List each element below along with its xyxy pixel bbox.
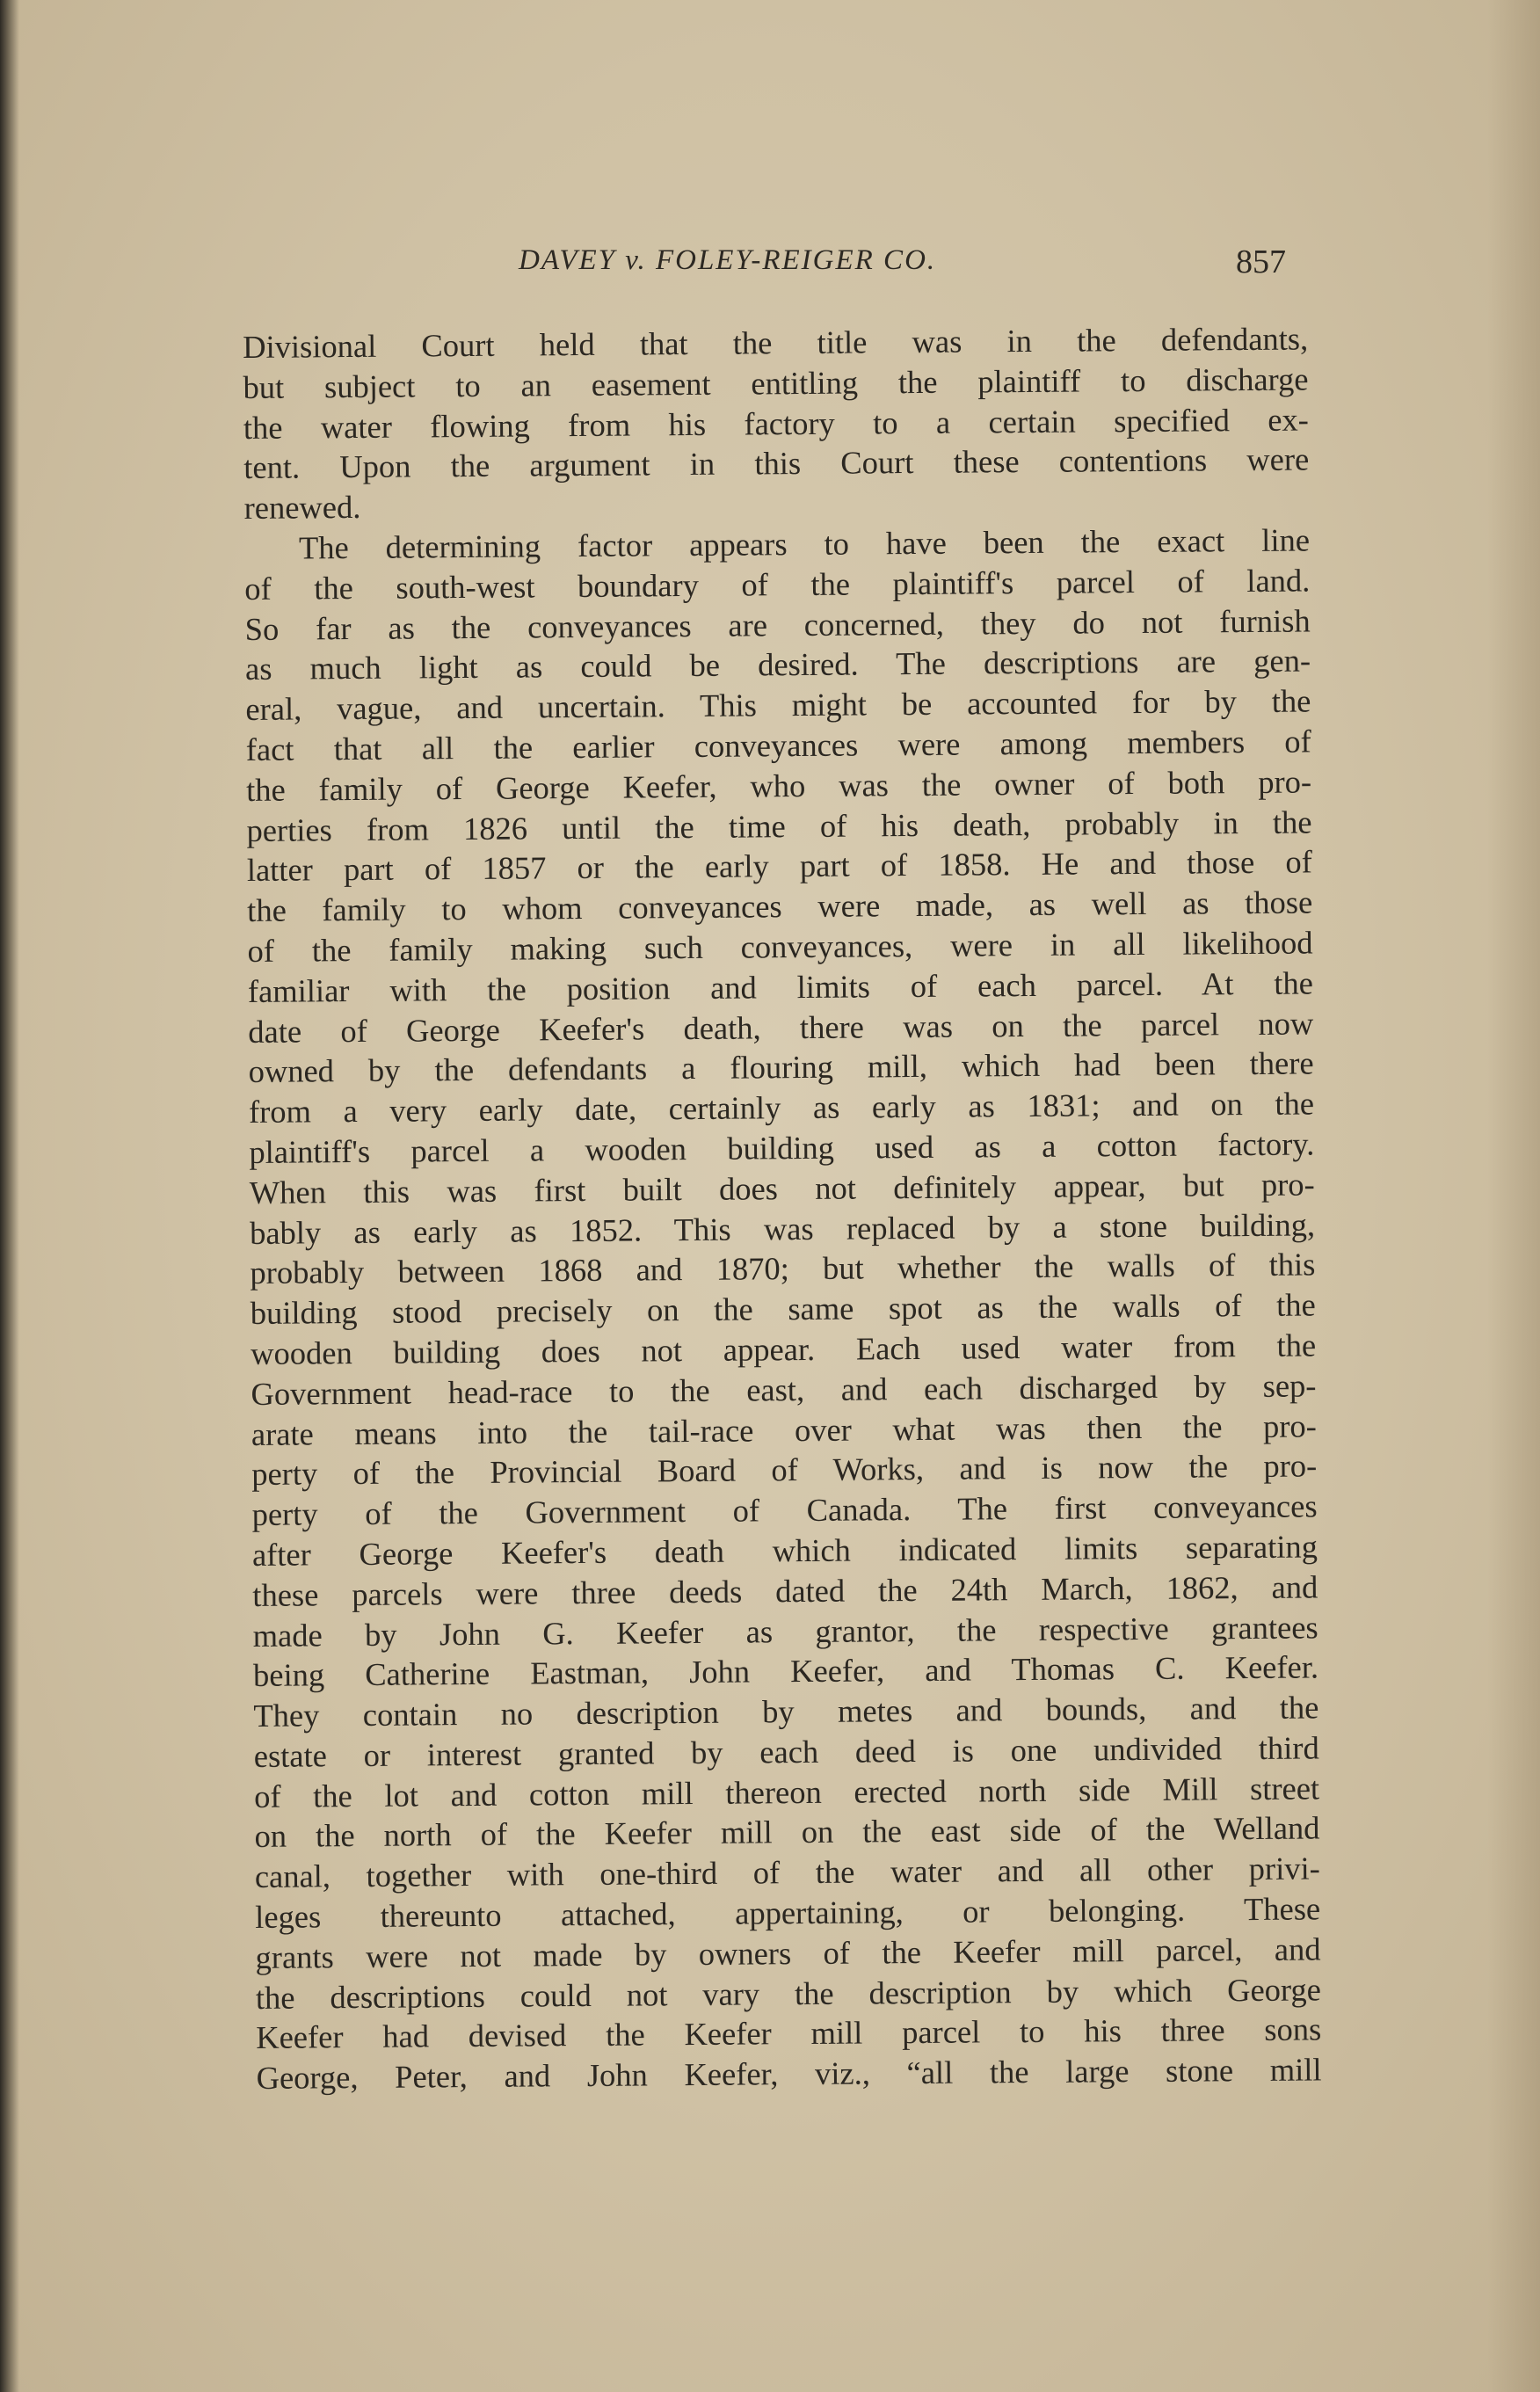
text-line: the descriptions could not vary the description by which George — [255, 1971, 1322, 2016]
text-line: renewed. — [243, 489, 361, 527]
text-line: of the south-west boundary of the plaintiff's parcel of land. — [244, 562, 1311, 607]
text-line: George, Peter, and John Keefer, viz., “all the large stone mill — [256, 2051, 1322, 2097]
paragraph-first-line: The determining factor appears to have been the exact line — [298, 521, 1311, 566]
page-shadow — [1487, 0, 1540, 2392]
text-line: being Catherine Eastman, John Keefer, and Thomas C. Keefer. — [252, 1648, 1319, 1694]
text-line: made by John G. Keefer as grantor, the respective grantees — [252, 1608, 1318, 1654]
text-line: of the family making such conveyances, were in all likelihood — [247, 924, 1313, 969]
page-number: 857 — [1236, 244, 1286, 280]
text-line: When this was first built does not definitely appear, but pro- — [249, 1166, 1315, 1211]
text-line: fact that all the earlier conveyances were among members of — [245, 723, 1311, 767]
text-line: perties from 1826 until the time of his death, probably in the — [246, 803, 1312, 848]
text-line: of the lot and cotton mill thereon erected north side Mill street — [253, 1770, 1320, 1814]
text-line: after George Keefer's death which indicated limits separating — [251, 1528, 1318, 1573]
text-line: Keefer had devised the Keefer mill parcel to his three sons — [256, 2010, 1322, 2056]
text-line: canal, together with one-third of the water and all other privi- — [254, 1850, 1320, 1895]
text-line: but subject to an easement entitling the plaintiff to discharge — [243, 360, 1309, 405]
text-line: Divisional Court held that the title was in the defendants, — [243, 320, 1309, 365]
text-line: the family to whom conveyances were made, as well as those — [247, 883, 1313, 929]
text-line: tent. Upon the argument in this Court these contentions were — [243, 440, 1310, 486]
text-line: the family of George Keefer, who was the owner of both pro- — [245, 763, 1312, 808]
text-line: familiar with the position and limits of each parcel. At the — [247, 964, 1314, 1009]
page-header — [244, 244, 1286, 288]
text-line: wooden building does not appear. Each used water from the — [251, 1327, 1317, 1371]
text-line: perty of the Provincial Board of Works, and is now the pro- — [251, 1447, 1318, 1493]
text-line: estate or interest granted by each deed is one undivided third — [253, 1729, 1319, 1774]
text-line: date of George Keefer's death, there was on the parcel now — [248, 1005, 1314, 1050]
text-line: perty of the Government of Canada. The first conveyances — [251, 1487, 1318, 1533]
text-line: plaintiff's parcel a wooden building used as a cotton factory. — [249, 1125, 1315, 1170]
text-line: these parcels were three deeds dated the 24th March, 1862, and — [252, 1568, 1318, 1613]
text-line: eral, vague, and uncertain. This might be accounted for by the — [245, 682, 1311, 728]
text-line: from a very early date, certainly as early as 1831; and on the — [248, 1085, 1315, 1131]
text-line: Government head-race to the east, and each discharged by sep- — [251, 1367, 1317, 1412]
text-line: leges thereunto attached, appertaining, or belonging. These — [255, 1890, 1321, 1936]
running-head: DAVEY v. FOLEY-REIGER CO. — [519, 244, 937, 276]
text-line: arate means into the tail-race over what was then the pro- — [251, 1407, 1318, 1452]
text-line: They contain no description by metes and bounds, and the — [253, 1689, 1319, 1734]
text-line: the water flowing from his factory to a certain specified ex- — [243, 401, 1310, 446]
text-line: probably between 1868 and 1870; but whether the walls of this — [250, 1246, 1316, 1291]
text-line: as much light as could be desired. The descriptions are gen- — [244, 642, 1311, 687]
body-text — [243, 318, 1322, 2098]
text-line: owned by the defendants a flouring mill, which had been there — [248, 1044, 1314, 1090]
text-line: building stood precisely on the same spot as the walls of the — [250, 1286, 1316, 1332]
text-line: bably as early as 1852. This was replaced by a stone building, — [249, 1205, 1316, 1251]
text-line: grants were not made by owners of the Keefer mill parcel, and — [255, 1930, 1321, 1975]
text-line: on the north of the Keefer mill on the east side of the Welland — [254, 1809, 1320, 1855]
text-line: So far as the conveyances are concerned, they do not furnish — [244, 602, 1311, 647]
binding-edge — [0, 0, 19, 2392]
text-line: latter part of 1857 or the early part of 1858. He and those of — [246, 843, 1312, 889]
